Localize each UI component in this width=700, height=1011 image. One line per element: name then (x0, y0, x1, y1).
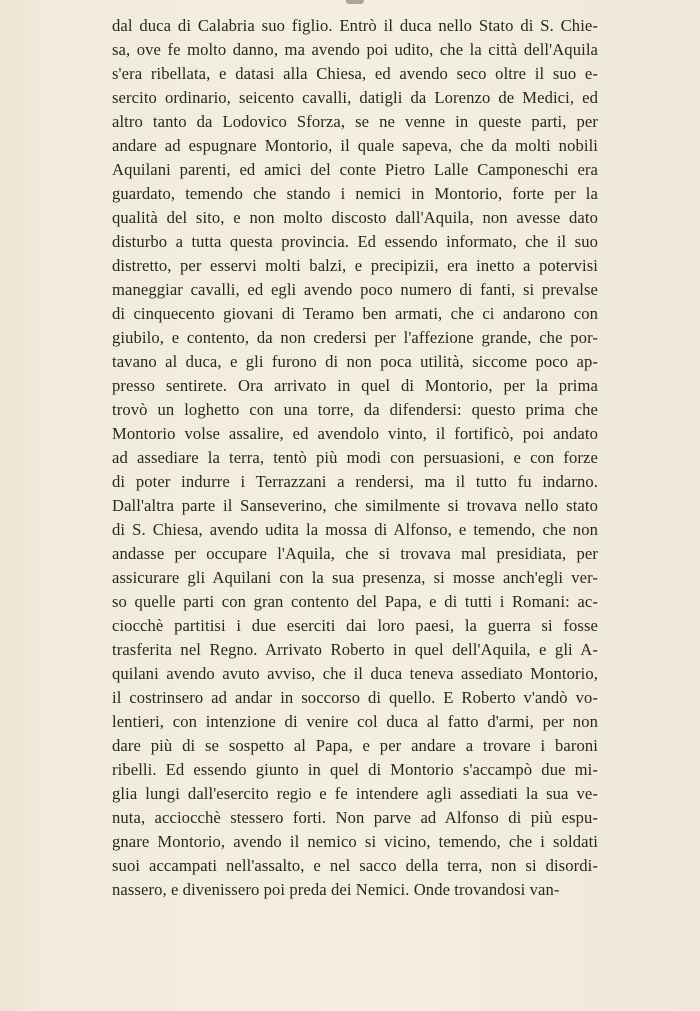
text-line: assicurare gli Aquilani con la sua presenza, si mosse anch'egli ver- (112, 568, 598, 587)
text-line: maneggiar cavalli, ed egli avendo poco numero di fanti, si prevalse (112, 280, 598, 299)
text-line: presso sentirete. Ora arrivato in quel di Montorio, per la prima (112, 376, 598, 395)
text-line: nuta, acciocchè stessero forti. Non parve ad Alfonso di più espu- (112, 808, 598, 827)
text-line: altro tanto da Lodovico Sforza, se ne venne in queste parti, per (112, 112, 598, 131)
text-line: trovò un loghetto con una torre, da difendersi: questo prima che (112, 400, 598, 419)
text-line: Dall'altra parte il Sanseverino, che similmente si trovava nello stato (112, 496, 598, 515)
text-line: lentieri, con intenzione di venire col duca al fatto d'armi, per non (112, 712, 598, 731)
text-line: ad assediare la terra, tentò più modi con persuasioni, e con forze (112, 448, 598, 467)
text-line: Montorio volse assalire, ed avendolo vinto, il fortificò, poi andato (112, 424, 598, 443)
text-line: gnare Montorio, avendo il nemico si vicino, temendo, che i soldati (112, 832, 598, 851)
text-line: sercito ordinario, seicento cavalli, datigli da Lorenzo de Medici, ed (112, 88, 598, 107)
text-line: quilani avendo avuto avviso, che il duca teneva assediato Montorio, (112, 664, 598, 683)
text-line: dare più di se sospetto al Papa, e per andare a trovare i baroni (112, 736, 598, 755)
text-line: ciocchè partitisi i due eserciti dai loro paesi, la guerra si fosse (112, 616, 598, 635)
text-line: glia lungi dall'esercito regio e fe intendere agli assediati la sua ve- (112, 784, 598, 803)
text-line: dal duca di Calabria suo figlio. Entrò il duca nello Stato di S. Chie- (112, 16, 598, 35)
text-line: s'era ribellata, e datasi alla Chiesa, ed avendo seco oltre il suo e- (112, 64, 598, 83)
text-line: suoi accampati nell'assalto, e nel sacco della terra, non si disordi- (112, 856, 598, 875)
body-text (112, 14, 598, 902)
text-line: andasse per occupare l'Aquila, che si trovava mal presidiata, per (112, 544, 598, 563)
text-line: disturbo a tutta questa provincia. Ed essendo informato, che il suo (112, 232, 598, 251)
text-line: di poter indurre i Terrazzani a rendersi, ma il tutto fu indarno. (112, 472, 598, 491)
text-line: nassero, e divenissero poi preda dei Nemici. Onde trovandosi van- (112, 880, 560, 899)
text-line: so quelle parti con gran contento del Papa, e di tutti i Romani: ac- (112, 592, 598, 611)
text-line: distretto, per esservi molti balzi, e precipizii, era inetto a potervisi (112, 256, 598, 275)
text-line: trasferita nel Regno. Arrivato Roberto in quel dell'Aquila, e gli A- (112, 640, 598, 659)
text-line: di cinquecento giovani di Teramo ben armati, che ci andarono con (112, 304, 598, 323)
text-line: Aquilani parenti, ed amici del conte Pietro Lalle Camponeschi era (112, 160, 598, 179)
text-line: ribelli. Ed essendo giunto in quel di Montorio s'accampò due mi- (112, 760, 598, 779)
text-line: qualità del sito, e non molto discosto dall'Aquila, non avesse dato (112, 208, 598, 227)
text-line: di S. Chiesa, avendo udita la mossa di Alfonso, e temendo, che non (112, 520, 598, 539)
text-line: giubilo, e contento, da non credersi per l'affezione grande, che por- (112, 328, 598, 347)
text-line: andare ad espugnare Montorio, il quale sapeva, che da molti nobili (112, 136, 598, 155)
text-line: tavano al duca, e gli furono di non poca utilità, siccome poco ap- (112, 352, 598, 371)
page-top-mark (346, 0, 364, 4)
text-line: sa, ove fe molto danno, ma avendo poi udito, che la città dell'Aquila (112, 40, 598, 59)
text-line: il costrinsero ad andar in soccorso di quello. E Roberto v'andò vo- (112, 688, 598, 707)
text-line: guardato, temendo che stando i nemici in Montorio, forte per la (112, 184, 598, 203)
